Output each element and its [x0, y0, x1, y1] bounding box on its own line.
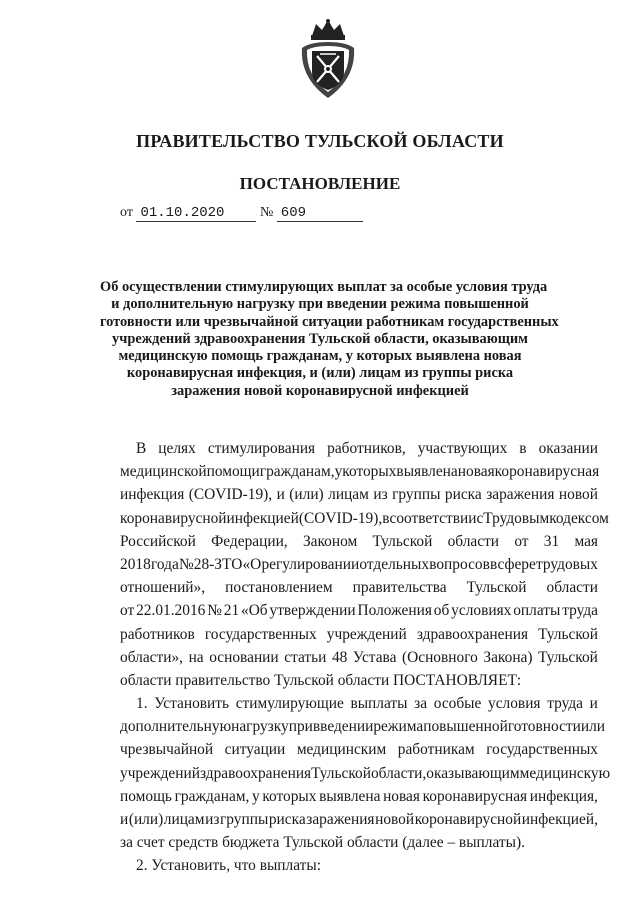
- body-word: инфекция: [120, 486, 185, 504]
- body-word: №: [207, 602, 222, 620]
- heading-line: и дополнительную нагрузку при введении режима повышенной: [111, 296, 529, 313]
- body-word: риска: [268, 811, 306, 828]
- body-word: утверждении: [269, 602, 356, 620]
- document-number: 609: [277, 205, 363, 222]
- body-word: риска: [444, 486, 482, 504]
- body-word: из: [205, 811, 220, 828]
- body-word: государственных: [486, 741, 598, 759]
- body-word: Положения: [357, 602, 432, 620]
- body-word: условиях: [451, 602, 512, 620]
- body-word: Тульской: [311, 764, 371, 782]
- body-word: медицинским: [296, 741, 387, 759]
- body-word: от: [120, 602, 135, 620]
- body-line: [120, 715, 606, 738]
- body-word: выплаты: [350, 695, 408, 713]
- body-word: года: [150, 555, 179, 573]
- body-word: оказании: [538, 440, 598, 457]
- body-word: и: [120, 811, 129, 828]
- body-word: и: [276, 486, 285, 504]
- body-word: отношений»,: [120, 579, 206, 597]
- body-word: 21: [223, 602, 240, 620]
- body-word: в: [382, 509, 390, 527]
- body-word: стимулирования: [207, 440, 316, 457]
- body-word: группы: [219, 811, 269, 828]
- body-line: области правительство Тульской области ПОСТАНОВЛЯЕТ:: [120, 671, 522, 689]
- body-word: Установить: [154, 695, 230, 713]
- body-word: об: [433, 602, 450, 620]
- body-word: за: [414, 695, 428, 713]
- body-word: выявлена: [396, 463, 458, 481]
- body-line: [120, 576, 598, 599]
- body-line: за счет средств бюджета Тульской области (далее – выплаты).: [120, 834, 525, 852]
- body-word: (Основного: [402, 648, 478, 666]
- body-word: трудовых: [535, 555, 598, 573]
- body-word: Тульской: [538, 625, 598, 643]
- body-line: [120, 785, 598, 808]
- body-word: с: [476, 509, 484, 527]
- body-word: мая: [574, 532, 598, 550]
- body-word: 28-ЗТО: [193, 555, 243, 573]
- body-line: [120, 507, 609, 530]
- body-line: [120, 692, 598, 715]
- body-word: у: [252, 787, 260, 805]
- body-word: Законом: [302, 532, 358, 550]
- body-word: в: [519, 440, 527, 457]
- body-word: вопросов: [429, 555, 490, 573]
- body-word: чрезвычайной: [120, 741, 214, 759]
- body-word: правительства: [352, 579, 447, 597]
- body-word: выявлена: [319, 787, 381, 805]
- body-line: [120, 437, 598, 460]
- body-line: [120, 738, 598, 761]
- body-word: помощь: [120, 787, 172, 805]
- body-word: области: [546, 579, 598, 597]
- body-word: статьи: [284, 648, 327, 666]
- body-word: новая: [383, 787, 420, 805]
- body-word: группы: [392, 486, 441, 504]
- body-word: инфекцией,: [521, 811, 598, 828]
- body-line: [120, 483, 598, 506]
- body-word: нагрузку: [231, 718, 289, 736]
- body-word: постановлением: [225, 579, 333, 597]
- body-word: кодексом: [549, 509, 609, 527]
- body-line: [120, 808, 598, 831]
- body-word: Тульской: [466, 579, 527, 597]
- body-word: инфекция,: [529, 787, 598, 805]
- body-word: здравоохранения: [199, 764, 312, 782]
- body-word: гражданам,: [259, 463, 335, 481]
- body-word: Тульской: [372, 532, 433, 550]
- body-word: которых: [262, 787, 317, 805]
- body-word: 1.: [136, 695, 148, 713]
- body-line: [120, 623, 598, 646]
- body-word: 2018: [120, 555, 151, 573]
- body-word: оплаты: [513, 602, 561, 620]
- body-word: области: [447, 532, 500, 550]
- document-type: ПОСТАНОВЛЕНИЕ: [239, 174, 401, 193]
- body-word: основании: [209, 648, 279, 666]
- body-word: области»,: [120, 648, 183, 666]
- body-word: Трудовым: [483, 509, 550, 527]
- body-word: отдельных: [359, 555, 430, 573]
- body-word: (или): [128, 811, 164, 828]
- body-word: при: [288, 718, 313, 736]
- body-word: Закона): [483, 648, 533, 666]
- body-word: введении: [312, 718, 374, 736]
- body-word: новая: [457, 463, 495, 481]
- body-word: работников: [120, 625, 195, 643]
- body-line: [120, 530, 598, 553]
- body-word: инфекцией: [226, 509, 299, 527]
- heading-line: медицинскую помощь гражданам, у которых выявлена новая: [118, 348, 522, 365]
- body-word: Тульской: [538, 648, 598, 666]
- body-word: (или): [289, 486, 324, 504]
- body-word: 22.01.2016: [136, 602, 206, 620]
- body-word: 31: [543, 532, 560, 550]
- body-word: от: [514, 532, 529, 550]
- body-word: «Об: [241, 602, 268, 620]
- body-word: медицинскую: [519, 764, 611, 782]
- body-word: здравоохранения: [416, 625, 529, 643]
- document-body: [120, 437, 611, 878]
- body-word: работников,: [327, 440, 406, 457]
- body-word: на: [188, 648, 204, 666]
- body-word: дополнительную: [120, 718, 232, 736]
- body-word: которых: [342, 463, 397, 481]
- body-word: Устава: [352, 648, 397, 666]
- body-word: (COVID-19),: [298, 509, 383, 527]
- body-word: в: [490, 555, 498, 573]
- body-word: условия: [488, 695, 541, 713]
- body-word: коронавирусная: [422, 787, 528, 805]
- body-line: [120, 599, 598, 622]
- document-heading: [100, 279, 559, 400]
- body-word: 48: [331, 648, 348, 666]
- body-word: труда: [547, 695, 583, 713]
- body-word: (COVID-19),: [188, 486, 273, 504]
- body-word: сфере: [497, 555, 536, 573]
- body-word: лицам: [328, 486, 369, 504]
- body-word: государственных: [204, 625, 317, 643]
- body-line: 2. Установить, что выплаты:: [136, 857, 321, 875]
- body-word: учреждений: [120, 764, 200, 782]
- body-word: повышенной: [423, 718, 508, 736]
- body-word: и: [589, 695, 598, 713]
- date-number-line: [120, 205, 363, 222]
- date-label: от: [120, 205, 133, 220]
- heading-line: коронавирусная инфекция, и (или) лицам из группы риска: [126, 365, 514, 382]
- body-word: у: [334, 463, 343, 481]
- body-word: труда: [562, 602, 598, 620]
- body-word: Российской: [120, 532, 196, 550]
- heading-line: Об осуществлении стимулирующих выплат за особые условия труда: [100, 279, 548, 295]
- body-word: коронавирусная: [494, 463, 600, 481]
- body-word: соответствии: [389, 509, 477, 527]
- body-word: особые: [433, 695, 482, 713]
- body-word: помощи: [206, 463, 260, 481]
- body-word: медицинской: [120, 463, 207, 481]
- body-word: «О: [242, 555, 262, 573]
- government-title: ПРАВИТЕЛЬСТВО ТУЛЬСКОЙ ОБЛАСТИ: [136, 131, 504, 151]
- body-line: [120, 553, 598, 576]
- heading-line: заражения новой коронавирусной инфекцией: [171, 382, 469, 399]
- body-word: готовности: [507, 718, 581, 736]
- body-word: В: [136, 440, 147, 457]
- body-word: учреждений: [326, 625, 407, 643]
- body-word: регулировании: [261, 555, 360, 573]
- body-word: ситуации: [224, 741, 286, 759]
- body-word: участвующих: [417, 440, 508, 457]
- body-word: стимулирующие: [235, 695, 344, 713]
- body-word: заражения: [306, 811, 375, 828]
- body-word: целях: [158, 440, 196, 457]
- body-word: новой: [375, 811, 415, 828]
- body-word: заражения: [486, 486, 555, 504]
- heading-line: учреждений здравоохранения Тульской области, оказывающим: [112, 330, 528, 347]
- coat-of-arms-icon: [298, 18, 358, 102]
- document-date: 01.10.2020: [136, 205, 256, 222]
- body-word: из: [373, 486, 388, 504]
- body-line: [120, 460, 598, 483]
- heading-line: готовности или чрезвычайной ситуации работникам государственных: [100, 313, 559, 330]
- body-word: оказывающим: [426, 764, 520, 782]
- body-word: гражданам,: [174, 787, 250, 805]
- body-word: новой: [558, 486, 598, 504]
- body-word: области,: [370, 764, 427, 782]
- body-word: Федерации,: [211, 532, 288, 550]
- body-word: коронавирусной: [414, 811, 522, 828]
- body-line: [120, 646, 598, 669]
- body-word: работникам: [397, 741, 475, 759]
- body-word: режима: [373, 718, 424, 736]
- body-line: [120, 762, 611, 785]
- body-word: №: [178, 555, 194, 573]
- body-word: или: [580, 718, 606, 736]
- body-word: коронавирусной: [120, 509, 227, 527]
- number-label: №: [259, 205, 274, 220]
- body-word: лицам: [163, 811, 205, 828]
